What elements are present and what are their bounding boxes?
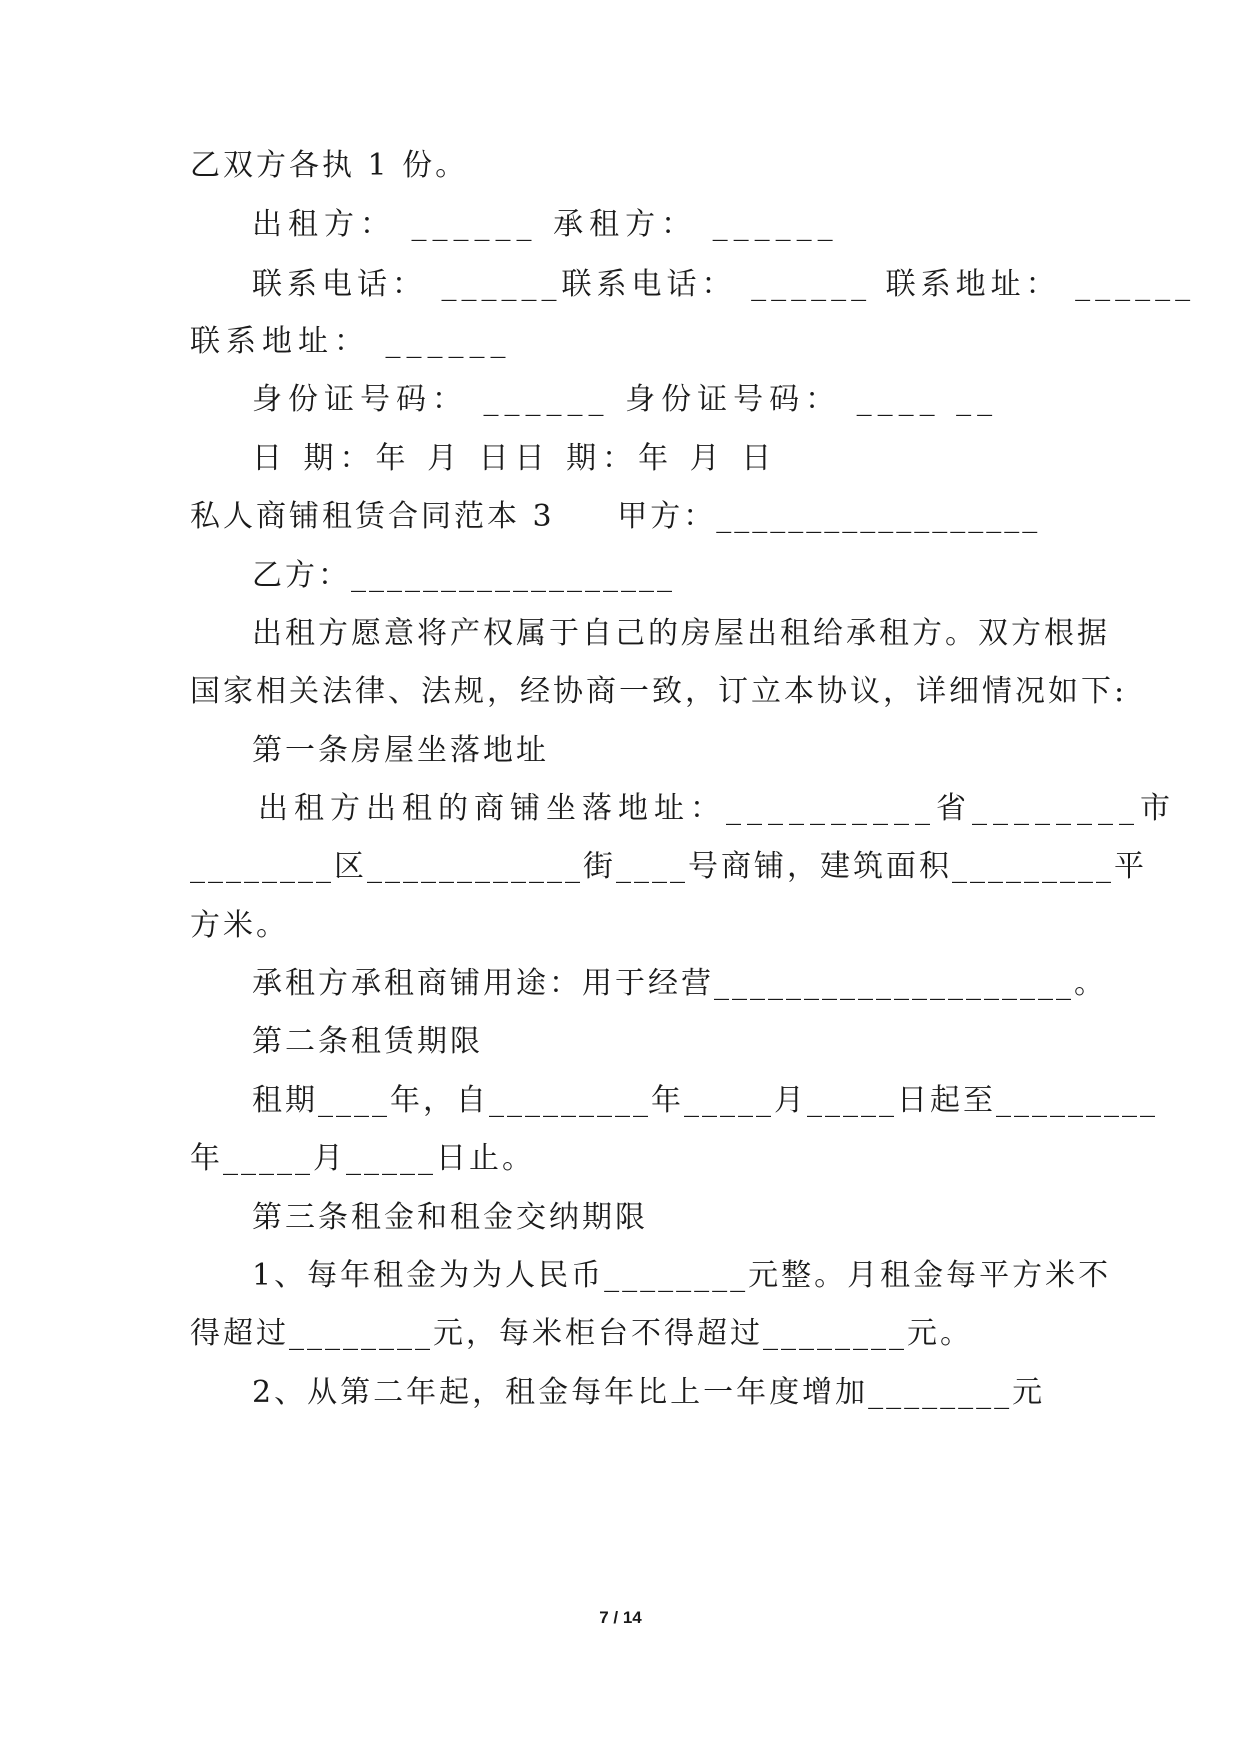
text-line: 身份证号码： ______ 身份证号码： ____ __	[252, 382, 999, 417]
text-line: 年_____月_____日止。	[190, 1141, 535, 1176]
text-line: 租期____年，自_________年_____月_____日起至_________	[252, 1083, 1158, 1118]
text-line: 乙双方各执 1 份。	[190, 148, 469, 183]
text-line: 2、从第二年起，租金每年比上一年度增加________元	[252, 1375, 1046, 1410]
section-heading: 第三条租金和租金交纳期限	[252, 1200, 648, 1235]
text-line: 联系地址： ______	[190, 324, 512, 359]
text-line: 出租方出租的商铺坐落地址：__________省________市	[258, 791, 1176, 826]
text-line: 承租方承租商铺用途：用于经营____________________。	[252, 966, 1107, 1001]
text-line: 得超过________元，每米柜台不得超过________元。	[190, 1316, 973, 1351]
text-line: 联系电话： ______联系电话： ______ 联系地址： ______	[252, 267, 1196, 302]
page-number: 7 / 14	[599, 1608, 642, 1627]
text-line: 国家相关法律、法规，经协商一致，订立本协议，详细情况如下:	[190, 674, 1128, 709]
text-line: 日 期：年 月 日日 期：年 月 日	[252, 441, 778, 476]
text-line: 出租方愿意将产权属于自己的房屋出租给承租方。双方根据	[252, 616, 1110, 651]
text-line: 方米。	[190, 908, 289, 943]
section-heading: 第一条房屋坐落地址	[252, 733, 549, 768]
text-line: 1、每年租金为为人民币________元整。月租金每平方米不	[252, 1258, 1112, 1293]
text-line: 乙方：__________________	[252, 558, 675, 593]
text-line: 私人商铺租赁合同范本 3 甲方：__________________	[190, 499, 1041, 534]
text-line: ________区____________街____号商铺，建筑面积_________平	[190, 849, 1147, 884]
section-heading: 第二条租赁期限	[252, 1024, 483, 1059]
text-line: 出租方： ______ 承租方： ______	[252, 207, 839, 242]
